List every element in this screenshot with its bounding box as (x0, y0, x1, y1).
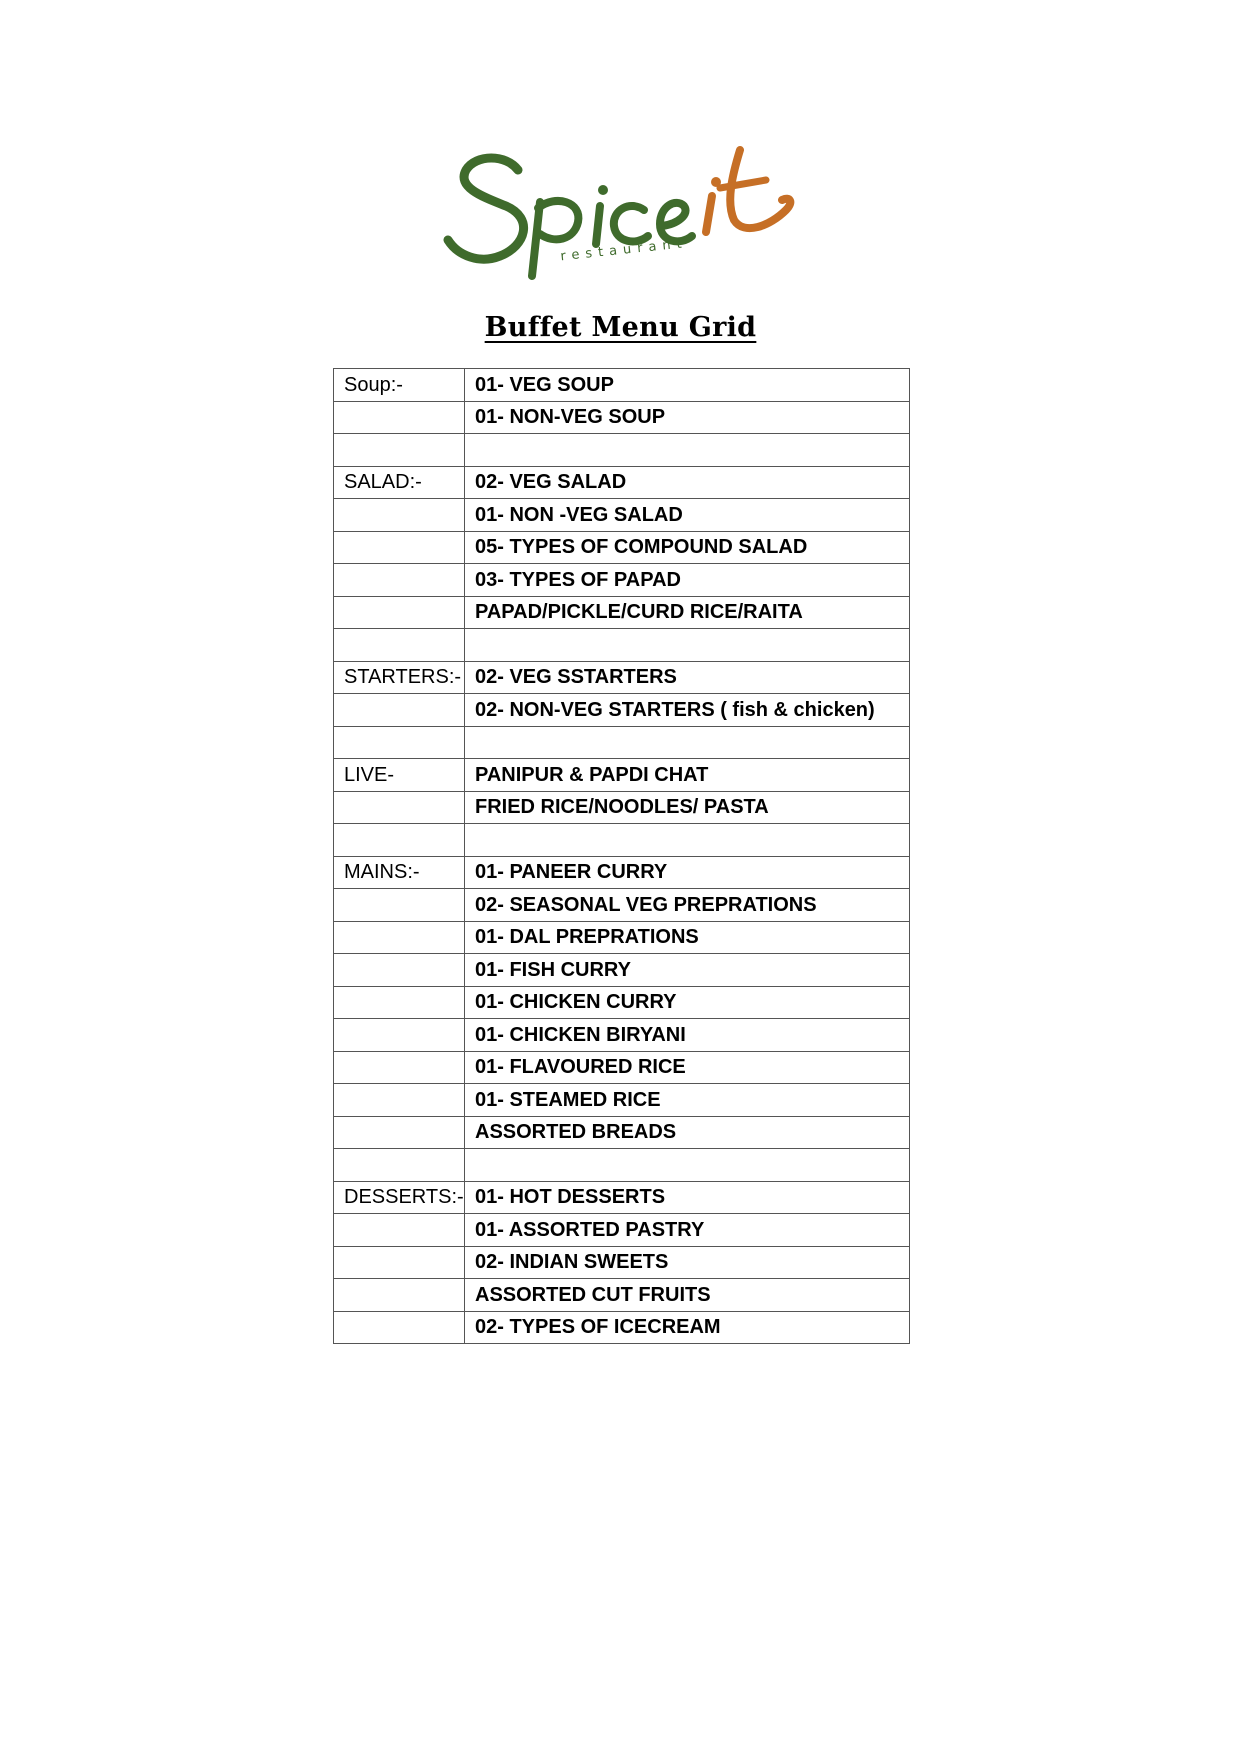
category-cell: SALAD:- (334, 466, 465, 499)
category-cell (334, 824, 465, 857)
table-row (334, 856, 910, 889)
category-cell (334, 726, 465, 759)
item-cell (465, 1149, 910, 1182)
item-cell: 02- SEASONAL VEG PREPRATIONS (465, 889, 910, 922)
buffet-menu-table (333, 368, 910, 1344)
table-row (334, 401, 910, 434)
category-cell (334, 1084, 465, 1117)
category-cell (334, 401, 465, 434)
item-cell: ASSORTED CUT FRUITS (465, 1279, 910, 1312)
item-cell: 05- TYPES OF COMPOUND SALAD (465, 531, 910, 564)
category-cell (334, 1246, 465, 1279)
table-row (334, 824, 910, 857)
table-row (334, 726, 910, 759)
item-cell: 01- ASSORTED PASTRY (465, 1214, 910, 1247)
item-cell: 01- VEG SOUP (465, 369, 910, 402)
table-row (334, 499, 910, 532)
table-row (334, 1019, 910, 1052)
category-cell (334, 434, 465, 467)
item-cell: 02- NON-VEG STARTERS ( fish & chicken) (465, 694, 910, 727)
item-cell (465, 824, 910, 857)
category-cell (334, 791, 465, 824)
table-row (334, 1149, 910, 1182)
category-cell: Soup:- (334, 369, 465, 402)
item-cell (465, 629, 910, 662)
item-cell: 01- NON -VEG SALAD (465, 499, 910, 532)
table-row (334, 1214, 910, 1247)
category-cell: MAINS:- (334, 856, 465, 889)
item-cell: 01- NON-VEG SOUP (465, 401, 910, 434)
category-cell (334, 596, 465, 629)
table-row (334, 629, 910, 662)
table-row (334, 1246, 910, 1279)
category-cell (334, 1279, 465, 1312)
category-cell (334, 986, 465, 1019)
table-row (334, 564, 910, 597)
category-cell: DESSERTS:- (334, 1181, 465, 1214)
table-row (334, 954, 910, 987)
category-cell: LIVE- (334, 759, 465, 792)
item-cell: 01- FLAVOURED RICE (465, 1051, 910, 1084)
restaurant-logo (440, 140, 820, 290)
category-cell (334, 921, 465, 954)
item-cell (465, 726, 910, 759)
item-cell: 02- INDIAN SWEETS (465, 1246, 910, 1279)
category-cell (334, 531, 465, 564)
table-row (334, 466, 910, 499)
table-row (334, 921, 910, 954)
item-cell: 02- VEG SALAD (465, 466, 910, 499)
table-row (334, 986, 910, 1019)
table-row (334, 889, 910, 922)
item-cell: PANIPUR & PAPDI CHAT (465, 759, 910, 792)
category-cell (334, 629, 465, 662)
category-cell (334, 1116, 465, 1149)
menu-table-body (334, 369, 910, 1344)
item-cell: FRIED RICE/NOODLES/ PASTA (465, 791, 910, 824)
category-cell (334, 694, 465, 727)
table-row (334, 531, 910, 564)
item-cell: 02- TYPES OF ICECREAM (465, 1311, 910, 1344)
category-cell (334, 499, 465, 532)
item-cell: 03- TYPES OF PAPAD (465, 564, 910, 597)
page-title: Buffet Menu Grid (484, 312, 757, 343)
table-row (334, 661, 910, 694)
category-cell (334, 1051, 465, 1084)
spiceit-logo-icon (440, 140, 820, 290)
category-cell (334, 954, 465, 987)
table-row (334, 1084, 910, 1117)
table-row (334, 1311, 910, 1344)
table-row (334, 369, 910, 402)
svg-text:restaurant: restaurant (559, 236, 689, 265)
table-row (334, 694, 910, 727)
category-cell: STARTERS:- (334, 661, 465, 694)
table-row (334, 434, 910, 467)
item-cell (465, 434, 910, 467)
table-row (334, 596, 910, 629)
category-cell (334, 889, 465, 922)
item-cell: 01- PANEER CURRY (465, 856, 910, 889)
item-cell: 02- VEG SSTARTERS (465, 661, 910, 694)
table-row (334, 1051, 910, 1084)
item-cell: ASSORTED BREADS (465, 1116, 910, 1149)
table-row (334, 791, 910, 824)
category-cell (334, 1214, 465, 1247)
table-row (334, 1181, 910, 1214)
item-cell: 01- CHICKEN BIRYANI (465, 1019, 910, 1052)
item-cell: 01- HOT DESSERTS (465, 1181, 910, 1214)
table-row (334, 1116, 910, 1149)
item-cell: 01- STEAMED RICE (465, 1084, 910, 1117)
category-cell (334, 1019, 465, 1052)
item-cell: 01- CHICKEN CURRY (465, 986, 910, 1019)
item-cell: 01- FISH CURRY (465, 954, 910, 987)
category-cell (334, 1149, 465, 1182)
category-cell (334, 1311, 465, 1344)
item-cell: 01- DAL PREPRATIONS (465, 921, 910, 954)
category-cell (334, 564, 465, 597)
table-row (334, 1279, 910, 1312)
item-cell: PAPAD/PICKLE/CURD RICE/RAITA (465, 596, 910, 629)
table-row (334, 759, 910, 792)
